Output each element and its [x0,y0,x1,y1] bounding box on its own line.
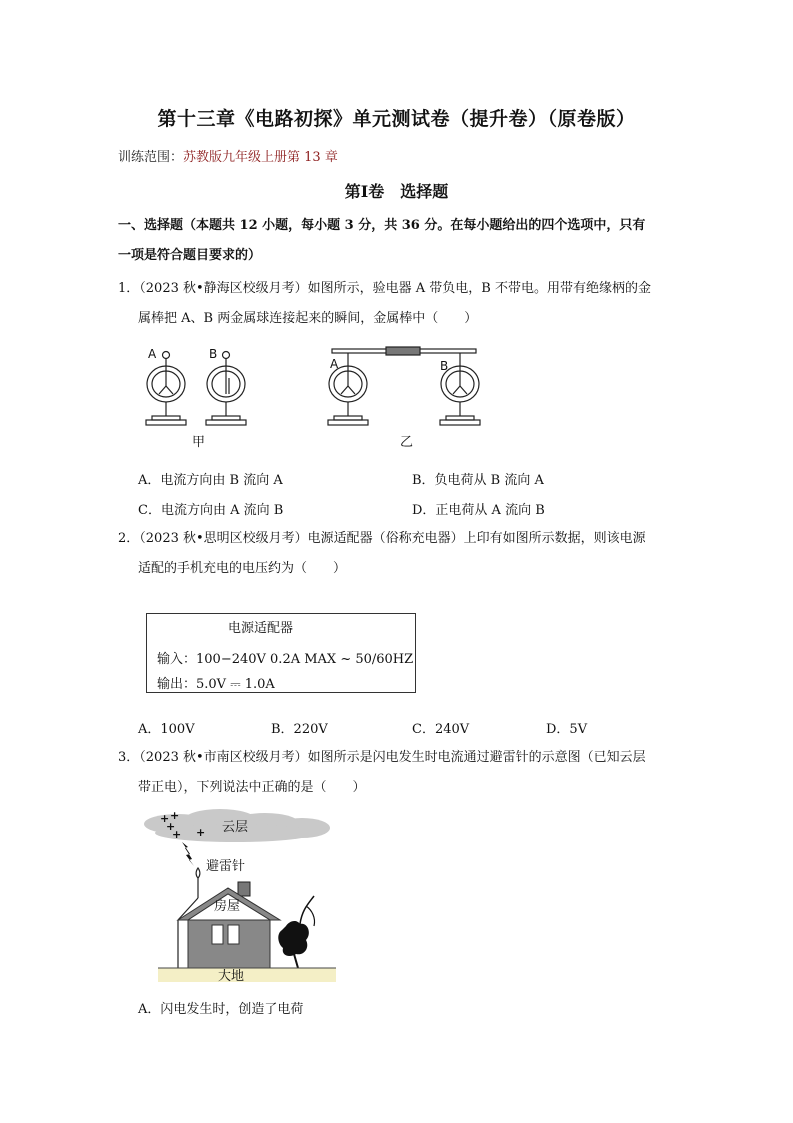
q1-option-d[interactable]: D．正电荷从 A 流向 B [412,503,545,518]
q1-stem-line1: 1．（2023 秋•静海区校级月考）如图所示，验电器 A 带负电，B 不带电。用带有绝缘柄的金 [118,281,651,296]
q3-stem-line1: 3．（2023 秋•市南区校级月考）如图所示是闪电发生时电流通过避雷针的示意图（已知云层 [118,750,646,765]
adapter-output: 输出：5.0V ⎓ 1.0A [157,677,275,692]
adapter-input: 输入：100−240V 0.2A MAX ~ 50/60HZ [157,652,414,667]
house-window-left [212,925,223,944]
label-b-jia: B [209,347,218,361]
q3-lightning-figure [140,808,340,988]
label-house: 房屋 [214,899,241,914]
training-range [118,146,338,165]
section-title: 第Ⅰ卷 选择题 [344,182,449,201]
plus-sign-3: + [166,820,176,833]
label-lightning-rod: 避雷针 [206,859,246,874]
label-b-yi: B [440,359,449,373]
label-yi: 乙 [400,435,414,450]
chimney [238,882,250,896]
q2-stem-line2: 适配的手机充电的电压约为（ ） [138,561,347,576]
plus-sign-5: + [196,826,206,839]
q1-electroscope-figure [130,338,490,454]
page-title: 第十三章《电路初探》单元测试卷（提升卷）（原卷版） [157,108,636,130]
electroscope-b-jia [206,352,246,426]
lightning-bolt [182,842,194,866]
q2-option-c[interactable]: C．240V [412,722,470,737]
label-ground: 大地 [218,969,245,984]
electroscope-a-jia [146,352,186,426]
q3-stem-line2: 带正电），下列说法中正确的是（ ） [138,780,366,795]
training-range-value: 苏教版九年级上册第 13 章 [183,150,338,165]
label-jia: 甲 [192,435,206,450]
q1-option-a[interactable]: A．电流方向由 B 流向 A [138,473,283,488]
plus-sign-2: + [170,809,180,822]
part1-line2: 一项是符合题目要求的） [118,248,262,263]
label-cloud: 云层 [222,820,249,835]
ground [158,968,336,982]
plus-sign-4: + [172,828,182,841]
q2-option-d[interactable]: D．5V [546,722,588,737]
q1-stem-line2: 属棒把 A、B 两金属球连接起来的瞬间，金属棒中（ ） [138,311,478,326]
q1-option-b[interactable]: B．负电荷从 B 流向 A [412,473,544,488]
q2-option-a[interactable]: A．100V [138,722,195,737]
part1-line1: 一、选择题（本题共 12 小题，每小题 3 分，共 36 分。在每小题给出的四个选项中，只有 [118,218,646,233]
tree [278,896,314,968]
label-a-jia: A [148,347,157,361]
q2-option-b[interactable]: B．220V [271,722,328,737]
plus-sign-1: + [160,812,170,825]
q2-stem-line1: 2．（2023 秋•思明区校级月考）电源适配器（俗称充电器）上印有如图所示数据，则该电源 [118,531,646,546]
adapter-title: 电源适配器 [228,621,294,636]
house-window-right [228,925,239,944]
label-a-yi: A [330,357,339,371]
q1-option-c[interactable]: C．电流方向由 A 流向 B [138,503,284,518]
q3-option-a[interactable]: A．闪电发生时，创造了电荷 [138,1002,304,1017]
training-range-label: 训练范围： [118,150,184,165]
metal-rod [332,347,476,355]
